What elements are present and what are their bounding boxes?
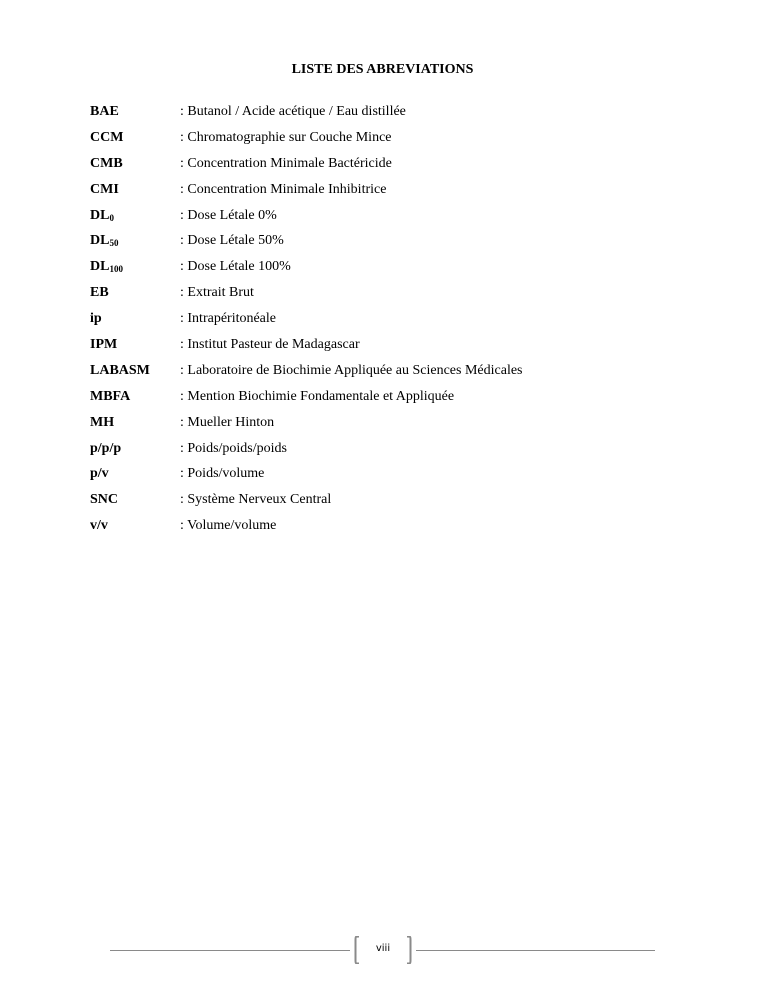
abbreviation-definition: : Volume/volume (180, 518, 277, 534)
abbreviation-row (90, 177, 730, 203)
abbreviation-definition: : Système Nerveux Central (180, 492, 332, 508)
abbreviation-row (90, 410, 730, 436)
abbreviation-term: $DL_{100}$ (90, 259, 123, 275)
abbreviation-definition: : Laboratoire de Biochimie Appliquée au Sciences Médicales (180, 362, 523, 378)
abbreviation-term: BAE (90, 103, 119, 119)
abbreviation-term: MBFA (90, 388, 131, 404)
abbreviation-definition: : Butanol / Acide acétique / Eau distillée (180, 103, 406, 119)
abbreviation-definition: : Dose Létale 0% (180, 207, 277, 223)
abbreviation-definition: : Mueller Hinton (180, 414, 275, 430)
abbreviation-definition: : Concentration Minimale Bactéricide (180, 155, 392, 171)
abbreviation-row (90, 513, 730, 539)
abbreviation-term: CCM (90, 129, 124, 145)
abbreviation-term: ip (90, 311, 102, 327)
footer-rule-left (110, 950, 350, 951)
abbreviation-term: LABASM (90, 362, 150, 378)
page-title: LISTE DES ABREVIATIONS (291, 62, 474, 77)
abbreviation-term: $DL_0$ (90, 207, 114, 223)
abbreviation-term: SNC (90, 492, 119, 508)
abbreviation-list (90, 99, 730, 539)
abbreviation-definition: : Intrapéritonéale (180, 311, 277, 327)
abbreviation-row (90, 203, 730, 229)
abbreviation-row (90, 280, 730, 306)
abbreviation-definition: : Poids/volume (180, 466, 265, 482)
abbreviation-term: IPM (90, 336, 118, 352)
abbreviation-term: MH (90, 414, 115, 430)
abbreviation-row (90, 151, 730, 177)
abbreviation-definition: : Institut Pasteur de Madagascar (180, 336, 360, 352)
abbreviation-row (90, 99, 730, 125)
abbreviation-term: $DL_{50}$ (90, 233, 119, 249)
abbreviation-row (90, 306, 730, 332)
abbreviation-row (90, 384, 730, 410)
abbreviation-row (90, 125, 730, 151)
abbreviation-term: v/v (90, 518, 108, 534)
abbreviation-definition: : Extrait Brut (180, 285, 254, 301)
abbreviation-definition: : Dose Létale 50% (180, 233, 284, 249)
abbreviation-definition: : Chromatographie sur Couche Mince (180, 129, 392, 145)
abbreviation-term: p/p/p (90, 440, 122, 456)
abbreviation-term: p/v (90, 466, 109, 482)
abbreviation-term: CMB (90, 155, 123, 171)
page-number: viii (375, 943, 391, 954)
abbreviation-definition: : Poids/poids/poids (180, 440, 287, 456)
abbreviation-row (90, 436, 730, 462)
abbreviation-row (90, 358, 730, 384)
page-number-frame (354, 936, 412, 964)
abbreviation-definition: : Concentration Minimale Inhibitrice (180, 181, 387, 197)
abbreviation-row (90, 461, 730, 487)
abbreviation-row (90, 487, 730, 513)
abbreviation-row (90, 228, 730, 254)
right-bracket-icon (406, 936, 412, 964)
abbreviation-definition: : Mention Biochimie Fondamentale et Appliquée (180, 388, 455, 404)
abbreviation-term: EB (90, 285, 109, 301)
footer-rule-right (416, 950, 655, 951)
abbreviation-row (90, 332, 730, 358)
page-footer (110, 934, 655, 966)
abbreviation-term: CMI (90, 181, 119, 197)
abbreviation-definition: : Dose Létale 100% (180, 259, 291, 275)
abbreviation-row (90, 254, 730, 280)
